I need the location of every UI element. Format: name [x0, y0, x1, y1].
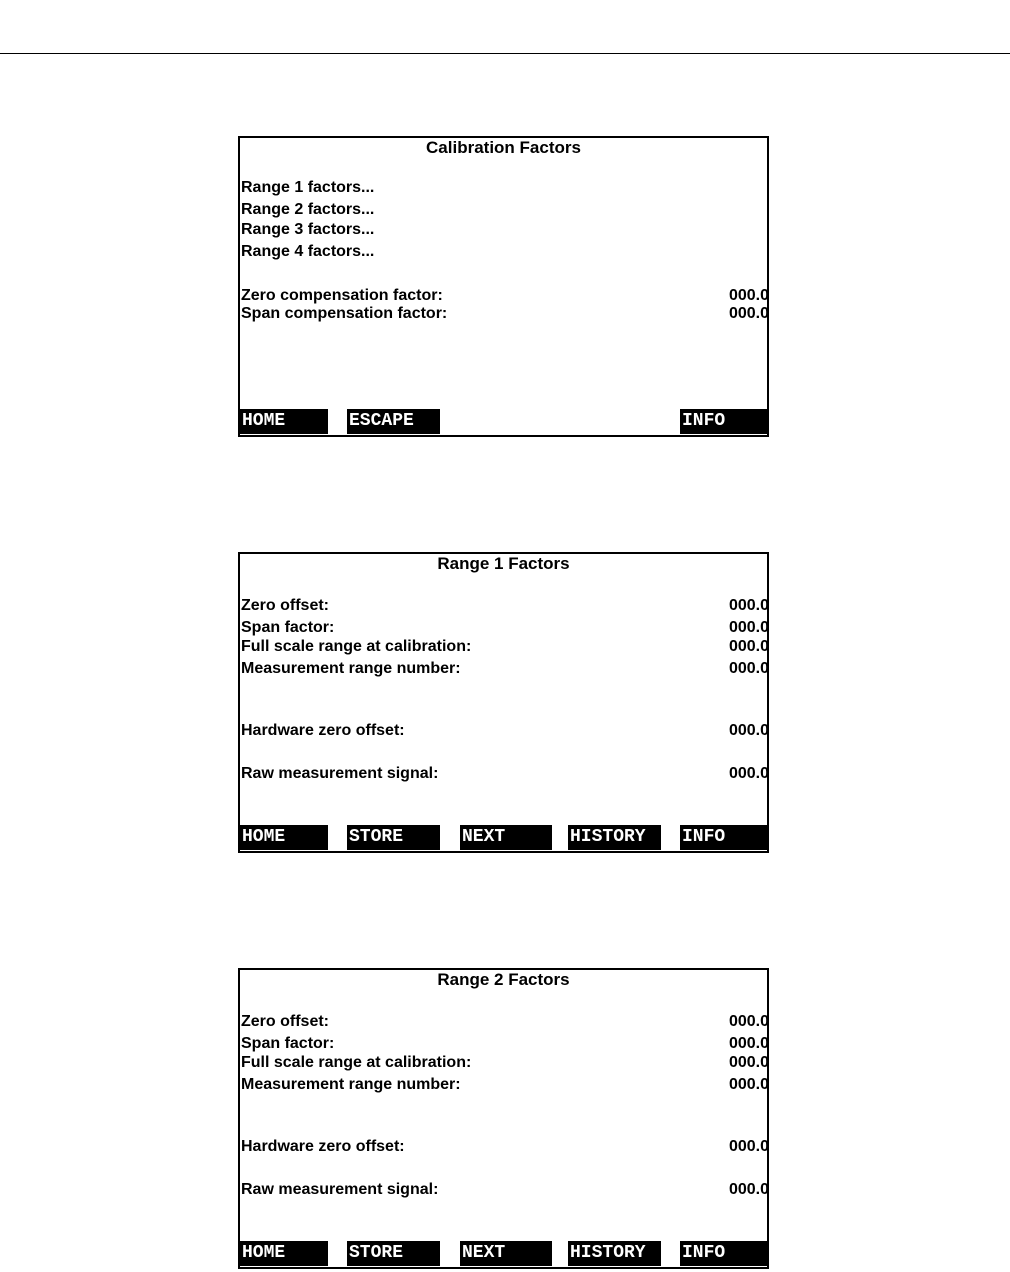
hardware-zero-offset-label: Hardware zero offset:: [241, 1138, 405, 1155]
raw-measurement-signal-value: 000.0: [728, 1181, 769, 1198]
menu-item-range-2[interactable]: Range 2 factors...: [241, 201, 375, 218]
measurement-range-number-value[interactable]: 000.0: [728, 660, 769, 677]
zero-offset-label: Zero offset:: [241, 597, 329, 614]
raw-measurement-signal-label: Raw measurement signal:: [241, 1181, 439, 1198]
full-scale-range-label: Full scale range at calibration:: [241, 638, 472, 655]
info-softkey[interactable]: INFO: [680, 1241, 769, 1266]
next-softkey[interactable]: NEXT: [460, 1241, 552, 1266]
home-softkey[interactable]: HOME: [240, 825, 328, 850]
raw-measurement-signal-value: 000.0: [728, 765, 769, 782]
history-softkey[interactable]: HISTORY: [568, 825, 661, 850]
full-scale-range-value[interactable]: 000.0: [728, 1054, 769, 1071]
full-scale-range-value[interactable]: 000.0: [728, 638, 769, 655]
span-compensation-value[interactable]: 000.0: [728, 305, 769, 322]
hardware-zero-offset-label: Hardware zero offset:: [241, 722, 405, 739]
span-factor-label: Span factor:: [241, 619, 335, 636]
store-softkey[interactable]: STORE: [347, 825, 440, 850]
zero-offset-label: Zero offset:: [241, 1013, 329, 1030]
header-divider: [0, 53, 1010, 54]
info-softkey[interactable]: INFO: [680, 409, 769, 434]
screen-title: Calibration Factors: [426, 138, 581, 157]
measurement-range-number-label: Measurement range number:: [241, 1076, 461, 1093]
full-scale-range-label: Full scale range at calibration:: [241, 1054, 472, 1071]
zero-offset-value[interactable]: 000.0: [728, 597, 769, 614]
zero-compensation-value[interactable]: 000.0: [728, 287, 769, 304]
menu-item-range-3[interactable]: Range 3 factors...: [241, 221, 375, 238]
span-factor-value[interactable]: 000.0: [728, 619, 769, 636]
history-softkey[interactable]: HISTORY: [568, 1241, 661, 1266]
home-softkey[interactable]: HOME: [240, 1241, 328, 1266]
screen-title: Range 1 Factors: [437, 554, 570, 573]
screen-title: Range 2 Factors: [437, 970, 570, 989]
measurement-range-number-value[interactable]: 000.0: [728, 1076, 769, 1093]
store-softkey[interactable]: STORE: [347, 1241, 440, 1266]
raw-measurement-signal-label: Raw measurement signal:: [241, 765, 439, 782]
span-compensation-label: Span compensation factor:: [241, 305, 448, 322]
span-factor-value[interactable]: 000.0: [728, 1035, 769, 1052]
next-softkey[interactable]: NEXT: [460, 825, 552, 850]
range-1-factors-screen: [238, 552, 769, 853]
menu-item-range-4[interactable]: Range 4 factors...: [241, 243, 375, 260]
zero-compensation-label: Zero compensation factor:: [241, 287, 443, 304]
span-factor-label: Span factor:: [241, 1035, 335, 1052]
hardware-zero-offset-value[interactable]: 000.0: [728, 1138, 769, 1155]
zero-offset-value[interactable]: 000.0: [728, 1013, 769, 1030]
menu-item-range-1[interactable]: Range 1 factors...: [241, 179, 375, 196]
hardware-zero-offset-value[interactable]: 000.0: [728, 722, 769, 739]
measurement-range-number-label: Measurement range number:: [241, 660, 461, 677]
escape-softkey[interactable]: ESCAPE: [347, 409, 440, 434]
info-softkey[interactable]: INFO: [680, 825, 769, 850]
home-softkey[interactable]: HOME: [240, 409, 328, 434]
range-2-factors-screen: [238, 968, 769, 1269]
calibration-factors-screen: [238, 136, 769, 437]
